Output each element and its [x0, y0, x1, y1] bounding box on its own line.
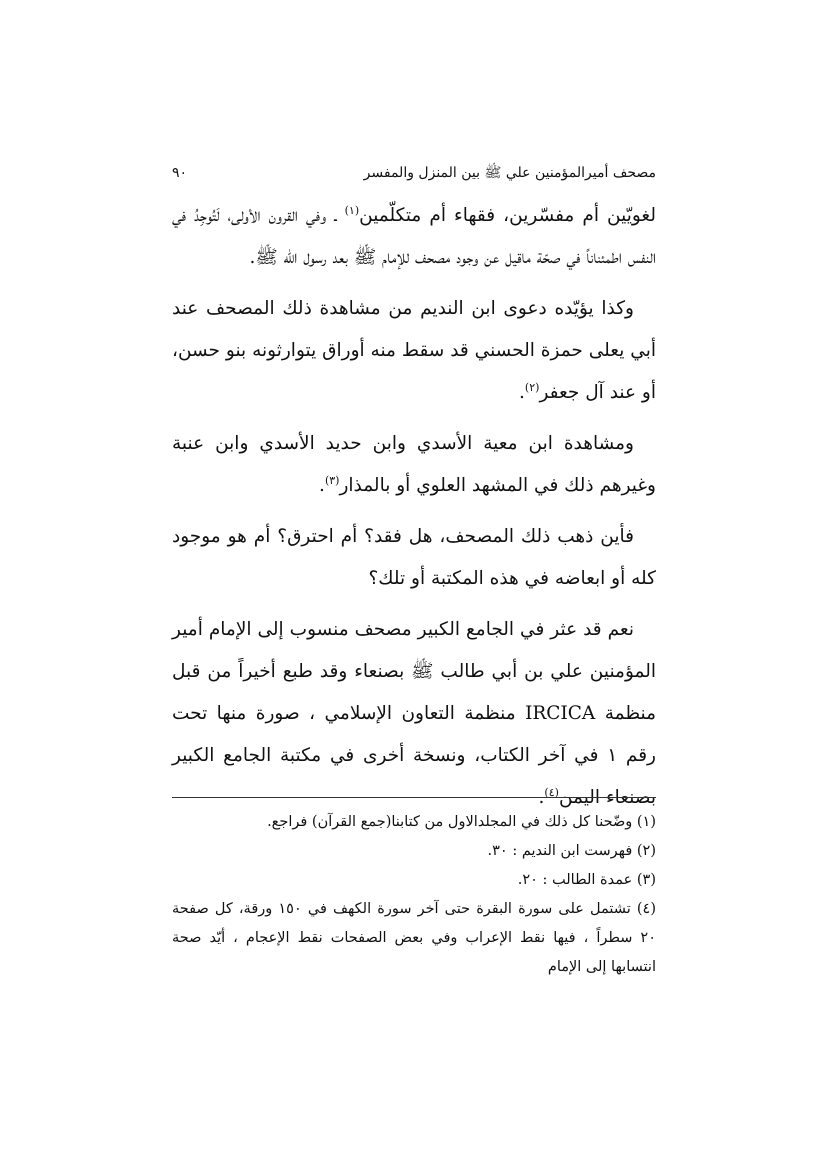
footnote-ref: (٣) [324, 473, 340, 487]
paragraph: فأين ذهب ذلك المصحف، هل فقد؟ أم احترق؟ أم هو موجود كله أو ابعاضه في هذه المكتبة أو تلك؟ [172, 526, 656, 589]
paragraph: نعم قد عثر في الجامع الكبير مصحف منسوب إلى الإمام أمير المؤمنين علي بن أبي طالب ﷺ بصنعاء وقد طبع أخيراً من قبل منظمة IRCICA منظمة التعاون الإسلامي ، صورة منها تحت رقم ١ في آخر الكتاب، ونسخة أخرى في مكتبة الجامع الكبير بصنعاء اليمن$^{(٤)}$. [172, 619, 656, 808]
running-header [172, 160, 656, 186]
paragraph: لغويّين أم مفسّرين، فقهاء أم متكلّمين$^{(١)}$ ـ وفي القرون الأولى، لَتُوجِدُ في النفس اطمئناناً في صحّة ماقيل عن وجود مصحف للإمام ﷺ بعد رسول الله ﷺ. [172, 203, 656, 268]
footnote-ref: (٤) [544, 785, 559, 799]
footnote: (١) وضّحنا كل ذلك في المجلدالاول من كتابنا(جمع القرآن) فراجع. [267, 814, 656, 830]
footnote-ref: (٢) [524, 380, 540, 394]
paragraph: ومشاهدة ابن معية الأسدي وابن حديد الأسدي وابن عنبة وغيرهم ذلك في المشهد العلوي أو بالمذار$^{(٣)}$. [172, 433, 656, 496]
paragraph: وكذا يؤيّده دعوى ابن النديم من مشاهدة ذلك المصحف عند أبي يعلى حمزة الحسني قد سقط منه أوراق يتوارثونه بنو حسن، أو عند آل جعفر$^{(٢)}$. [172, 298, 656, 403]
main-text [172, 195, 656, 828]
footnote-ref: (١) [344, 203, 360, 217]
footnote: (٣) عمدة الطالب : ٢٠. [517, 872, 656, 888]
page-number: ٩٠ [172, 165, 188, 181]
footnotes [172, 808, 656, 982]
running-title: مصحف أميرالمؤمنين علي ﷺ بين المنزل والمفسر [363, 165, 656, 181]
footnote-separator [172, 797, 656, 798]
footnote: (٤) تشتمل على سورة البقرة حتى آخر سورة الكهف في ١٥٠ ورقة، كل صفحة ٢٠ سطراً ، فيها نقط الإعراب وفي بعض الصفحات نقط الإعجام ، أيّد صحة انتسابها إلى الإمام [172, 901, 656, 975]
footnote: (٢) فهرست ابن النديم : ٣٠. [487, 843, 656, 859]
